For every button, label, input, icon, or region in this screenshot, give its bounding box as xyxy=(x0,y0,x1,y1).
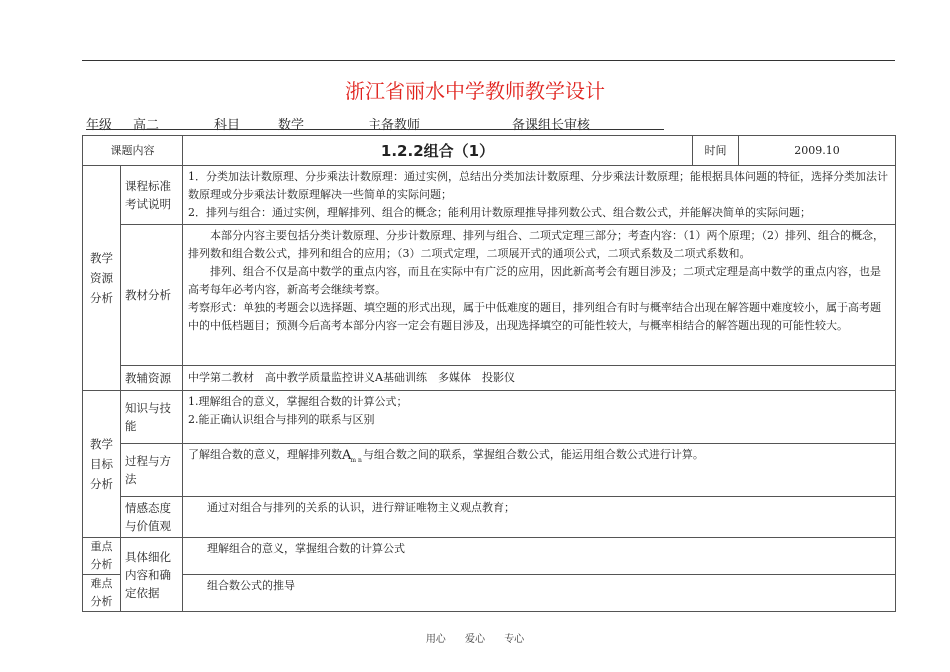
process-row xyxy=(83,444,896,497)
grade-value: 高二 xyxy=(133,118,160,133)
topic-label: 课题内容 xyxy=(83,136,183,166)
grade-label: 年级 xyxy=(86,118,113,133)
standards-label: 课程标准考试说明 xyxy=(121,166,183,225)
difficult-points-row xyxy=(83,575,896,612)
textbook-label: 教材分析 xyxy=(121,225,183,366)
lesson-plan-table xyxy=(82,135,896,612)
goal-analysis-label xyxy=(83,391,121,538)
page-footer xyxy=(0,630,950,645)
difficult-points-text: 难点分析 xyxy=(90,577,113,608)
meta-underline xyxy=(86,129,664,130)
teacher-label: 主备教师 xyxy=(368,118,421,133)
key-points-content: 理解组合的意义，掌握组合数的计算公式 xyxy=(183,538,896,575)
footer-item-3: 专心 xyxy=(504,634,525,645)
footer-item-2: 爱心 xyxy=(465,634,485,645)
shared-sub-label: 具体细化内容和确定依据 xyxy=(121,538,183,612)
resource-analysis-label xyxy=(83,166,121,391)
textbook-para-1: 本部分内容主要包括分类计数原理、分步计数原理、排列与组合、二项式定理三部分；考查内容：（1）两个原理；（2）排列、组合的概念，排列数和组合数公式，排列和组合的应用；（3）二项式定理，二项展开式的通项公式，二项式系数及二项式系数和。 xyxy=(188,229,884,260)
key-points-label xyxy=(83,538,121,575)
standards-line-1: 1．分类加法计数原理、分步乘法计数原理：通过实例，总结出分类加法计数原理、分步乘法计数原理；能根据具体问题的特征，选择分类加法计数原理或分步乘法计数原理解决一些简单的实际问题； xyxy=(188,170,888,201)
time-value: 2009.10 xyxy=(739,136,896,166)
top-rule xyxy=(82,60,895,61)
emotion-label: 情感态度与价值观 xyxy=(121,497,183,538)
permutation-subscript: m n xyxy=(350,457,362,464)
knowledge-line-2: 2.能正确认识组合与排列的联系与区别 xyxy=(188,413,375,426)
textbook-content xyxy=(183,225,896,366)
standards-content xyxy=(183,166,896,225)
aids-label: 教辅资源 xyxy=(121,366,183,391)
process-label: 过程与方法 xyxy=(121,444,183,497)
key-points-row xyxy=(83,538,896,575)
time-label: 时间 xyxy=(693,136,739,166)
permutation-symbol: A xyxy=(342,448,352,463)
process-text-after: 与组合数之间的联系，掌握组合数公式，能运用组合数公式进行计算。 xyxy=(362,448,704,461)
emotion-content: 通过对组合与排列的关系的认识，进行辩证唯物主义观点教育； xyxy=(183,497,896,538)
process-text-before: 了解组合数的意义，理解排列数 xyxy=(188,448,342,461)
topic-row xyxy=(83,136,896,166)
reviewer-label: 备课组长审核 xyxy=(512,118,591,133)
subject-label: 科目 xyxy=(214,118,241,133)
subject-value: 数学 xyxy=(278,118,305,133)
difficult-points-content: 组合数公式的推导 xyxy=(183,575,896,612)
document-title: 浙江省丽水中学教师教学设计 xyxy=(345,79,605,103)
textbook-para-3: 考察形式：单独的考题会以选择题、填空题的形式出现，属于中低难度的题目，排列组合有时与概率结合出现在解答题中难度较小，属于高考题中的中低档题目；预测今后高考本部分内容一定会有题目涉及，出现选择填空的可能性较大，与概率相结合的解答题出现的可能性较大。 xyxy=(188,301,881,332)
standards-line-2: 2．排列与组合：通过实例，理解排列、组合的概念；能利用计数原理推导排列数公式、组合数公式，并能解决简单的实际问题； xyxy=(188,206,811,219)
topic-title: 1.2.2组合（1） xyxy=(183,136,693,166)
textbook-row xyxy=(83,225,896,366)
process-content xyxy=(183,444,896,497)
knowledge-row xyxy=(83,391,896,444)
resource-analysis-text: 教学资源分析 xyxy=(90,251,113,305)
standards-row xyxy=(83,166,896,225)
key-points-text: 重点分析 xyxy=(90,540,113,571)
goal-analysis-text: 教学目标分析 xyxy=(90,437,113,491)
difficult-points-label xyxy=(83,575,121,612)
knowledge-content xyxy=(183,391,896,444)
footer-item-1: 用心 xyxy=(425,634,446,645)
aids-row xyxy=(83,366,896,391)
textbook-para-2: 排列、组合不仅是高中数学的重点内容，而且在实际中有广泛的应用，因此新高考会有题目涉及；二项式定理是高中数学的重点内容，也是高考每年必考内容，新高考会继续考察。 xyxy=(188,265,881,296)
emotion-row xyxy=(83,497,896,538)
aids-content: 中学第二教材 高中教学质量监控讲义A基础训练 多媒体 投影仪 xyxy=(183,366,896,391)
knowledge-line-1: 1.理解组合的意义，掌握组合数的计算公式； xyxy=(188,395,408,408)
knowledge-label: 知识与技能 xyxy=(121,391,183,444)
